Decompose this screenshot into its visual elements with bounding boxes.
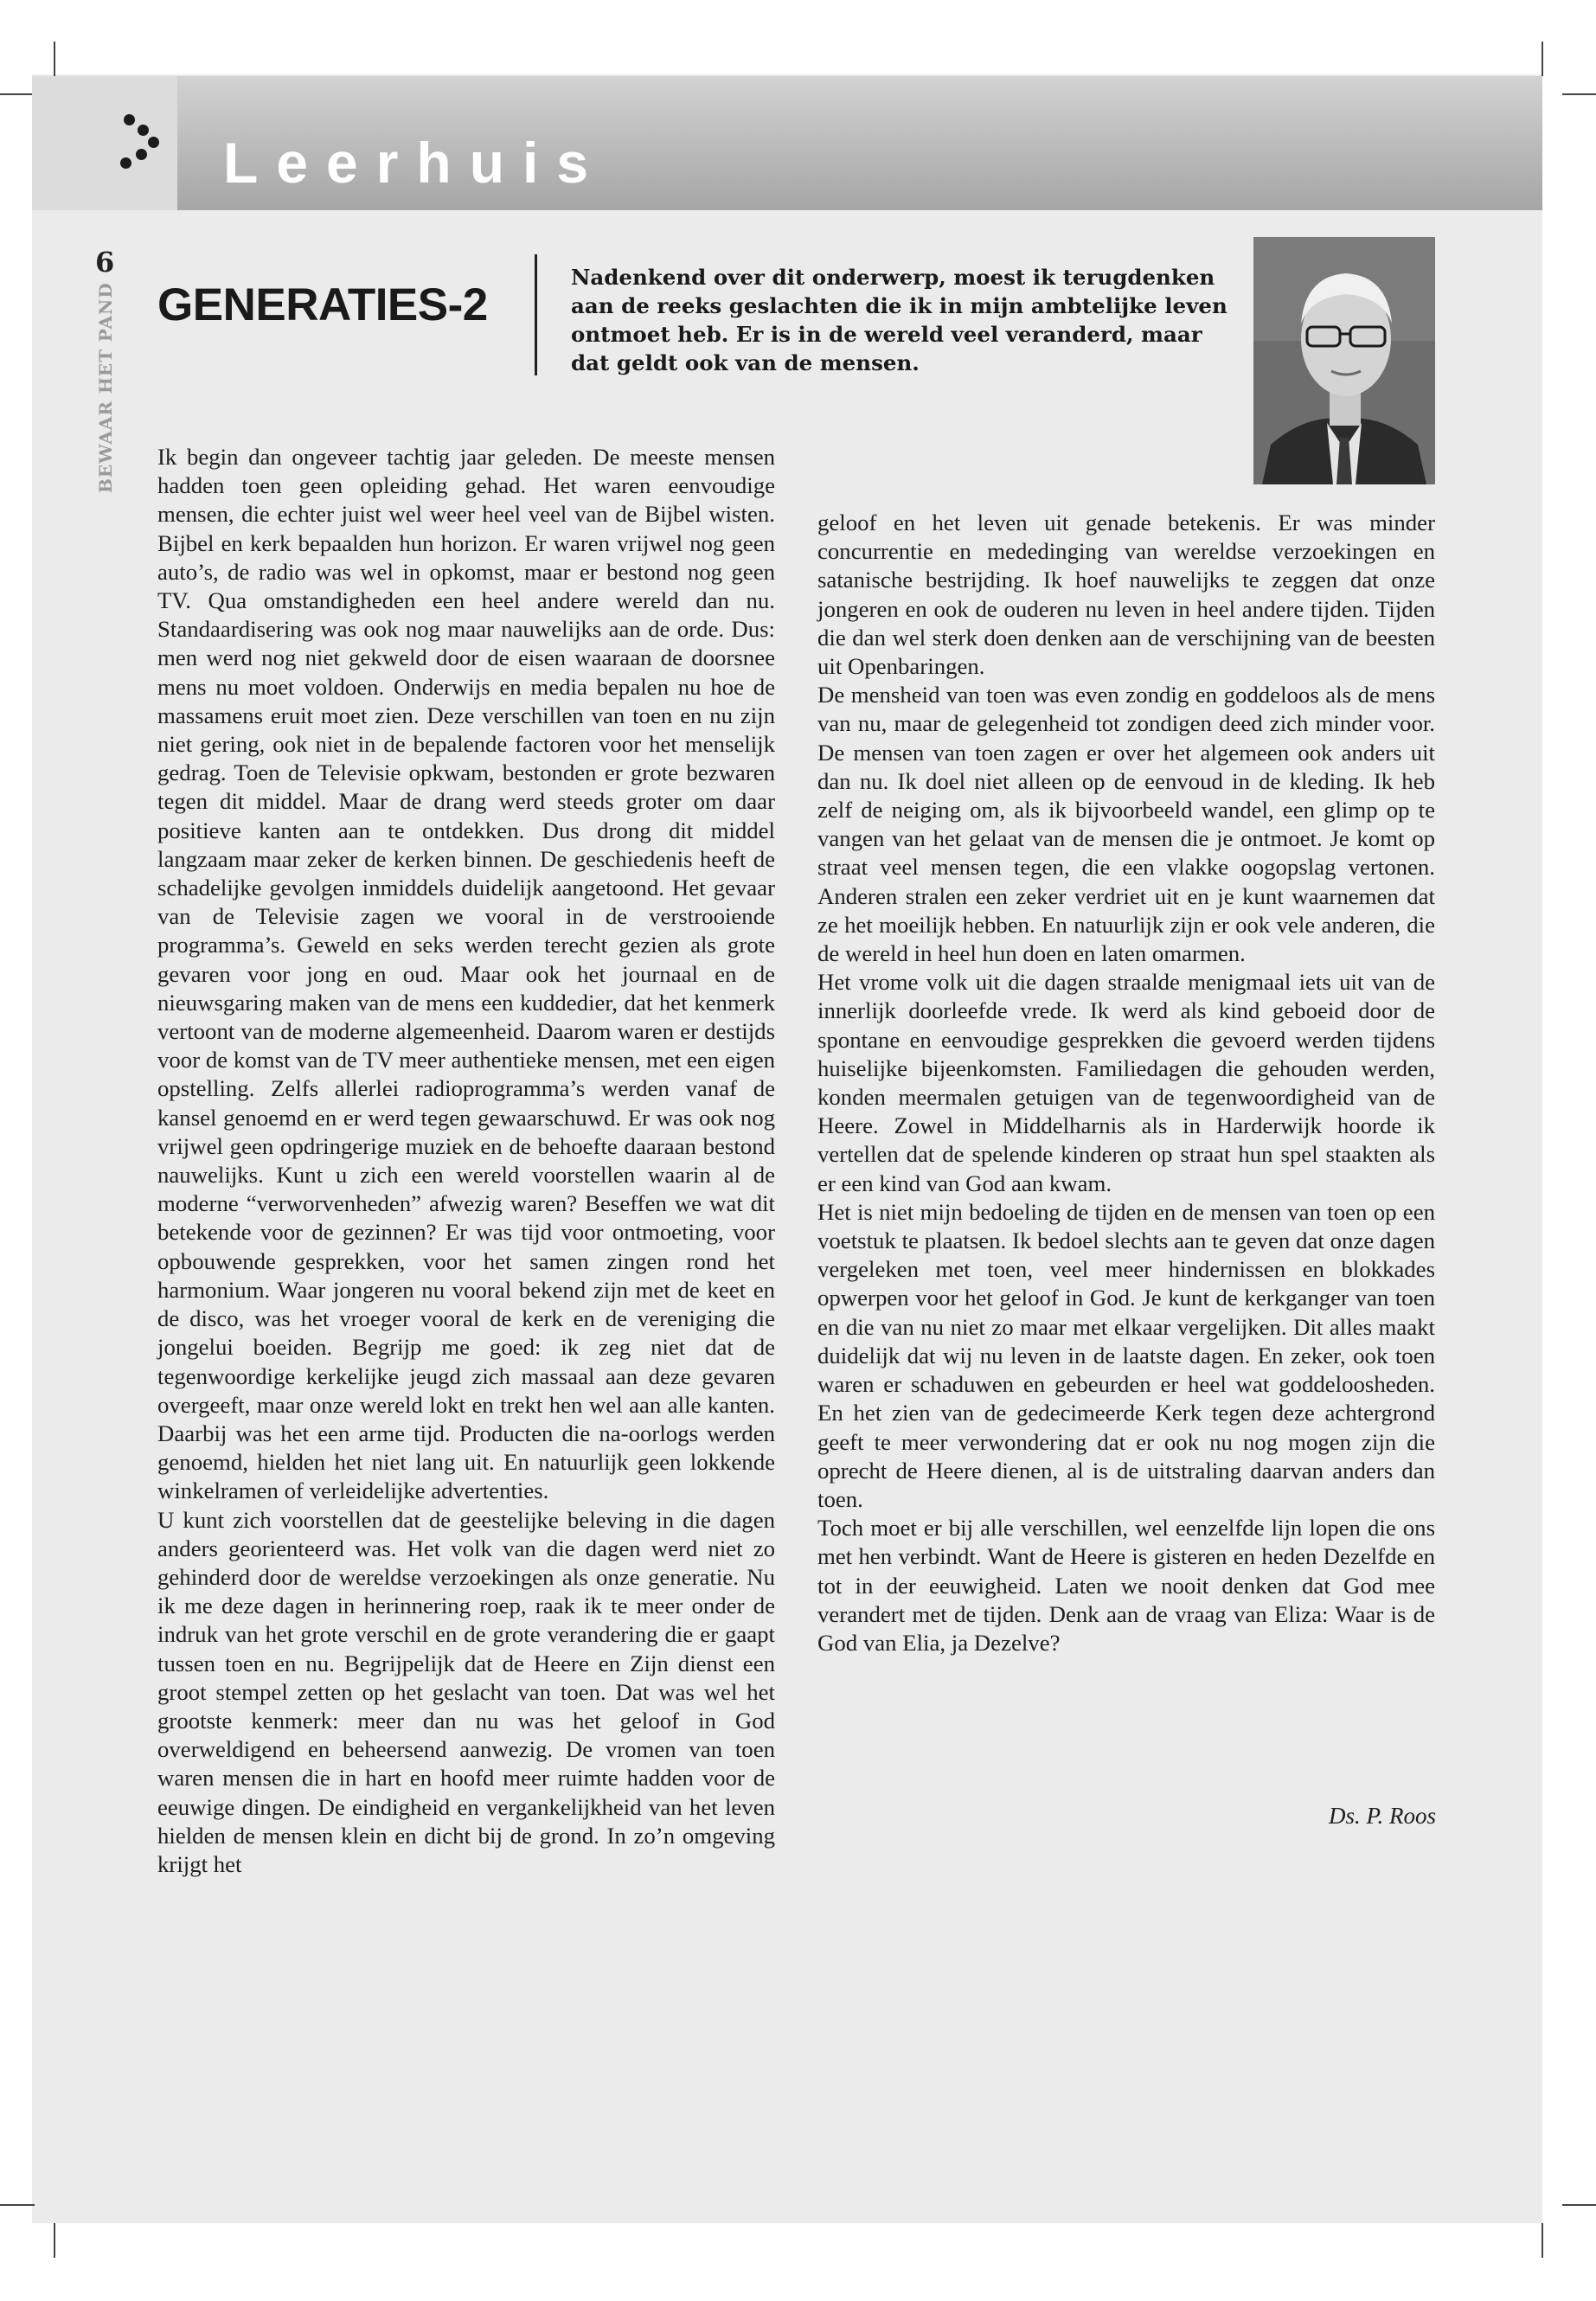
crop-mark (1562, 93, 1596, 95)
section-title: Leerhuis (223, 131, 607, 195)
crop-mark (1542, 2223, 1543, 2258)
crop-mark (1562, 2204, 1596, 2206)
dots-logo-icon (117, 112, 160, 173)
paragraph: Toch moet er bij alle verschillen, wel eenzelfde lijn lopen die ons met hen verbindt. Want de Heere is gisteren en heden Dezelfde en tot in der eeuwigheid. Laten we nooit denken dat God mee verandert met de tijden. Denk aan de vraag van Eliza: Waar is de God van Elia, ja Dezelve? (817, 1515, 1435, 1656)
crop-mark (54, 2223, 55, 2258)
article-intro: Nadenkend over dit onderwerp, moest ik terugdenken aan de reeks geslachten die ik in mijn ambtelijke leven ontmoet heb. Er is in de wereld veel veranderd, maar dat geldt ook van de mensen. (571, 265, 1227, 375)
paragraph: Ik begin dan ongeveer tachtig jaar geleden. De meeste mensen hadden toen geen opleiding gehad. Het waren eenvoudige mensen, die echter juist wel weer heel veel van de Bijbel wisten. Bijbel en kerk bepaalden hun horizon. Er waren vrijwel nog geen auto’s, de radio was wel in opkomst, maar er bestond nog geen TV. Qua omstandigheden een heel andere wereld dan nu. Standaardisering was ook nog maar nauwelijks aan de orde. Dus: men werd nog niet gekweld door de eisen waaraan de doorsnee mens nu moet voldoen. Onderwijs en media bepalen nu hoe de massamens eruit moet zien. Deze verschillen van toen en nu zijn niet gering, ook niet in de bepalende factoren voor het menselijk gedrag. Toen de Televisie opkwam, bestonden er grote bezwaren tegen dit middel. Maar de drang werd steeds groter om daar positieve kanten aan te ontdekken. Dus drong dit middel langzaam maar zeker de kerken binnen. De geschiedenis heeft de schadelijke gevolgen inmiddels duidelijk aangetoond. Het gevaar van de Televisie zagen we vooral in de verstrooiende programma’s. Geweld en seks werden terecht gezien als grote gevaren voor jong en oud. Maar ook het journaal en de nieuwsgaring maken van de mens een kuddedier, dat het kenmerk vertoont van de moderne algemeenheid. Daarom waren er destijds voor de komst van de TV meer authentieke mensen, met een eigen opstelling. Zelfs allerlei radioprogramma’s werden vanaf de kansel genoemd en er werd tegen gewaarschuwd. Er was ook nog vrijwel geen opdringerige muziek en de behoefte daaraan bestond nauwelijks. Kunt u zich een wereld voorstellen waarin al de moderne “verworvenheden” afwezig waren? Beseffen we wat dit betekende voor de gezinnen? Er was tijd voor ontmoeting, voor opbouwende gesprekken, voor het samen zingen rond het harmonium. Waar jongeren nu vooral bekend zijn met de keet en de disco, was het vroeger vooral de kerk en de vereniging die jongelui boeiden. Begrijp me goed: ik zeg niet dat de tegenwoordige kerkelijke jeugd zich massaal aan deze gevaren overgeeft, maar onze wereld lokt en trekt hen wel aan alle kanten. Daarbij was het een arme tijd. Producten die na-oorlogs werden genoemd, hielden het niet lang uit. En natuurlijk geen lokkende winkelramen of verleidelijke advertenties. (157, 444, 775, 1504)
paragraph: Het is niet mijn bedoeling de tijden en de mensen van toen op een voetstuk te plaatsen. Ik bedoel slechts aan te geven dat onze dagen vergeleken met toen, veel meer hindernissen en blokkades opwerpen voor het geloof in God. Je kunt de kerkganger van toen en die van nu niet zo maar met elkaar vergelijken. Dit alles maakt duidelijk dat wij nu leven in de laatste dagen. En zeker, ook toen waren er schaduwen en gebeurden er heel wat goddeloosheden. En het zien van de gedecimeerde Kerk tegen deze achtergrond geeft te meer verwondering dat er ook nu nog mogen zijn die oprecht de Heere dienen, al is de uitstraling daarvan anders dan toen. (817, 1198, 1435, 1512)
paragraph: geloof en het leven uit genade betekenis. Er was minder concurrentie en mededinging van wereldse verzoekingen en satanische bestrijding. Ik hoef nauwelijks te zeggen dat onze jongeren en ook de ouderen nu leven in heel andere tijden. Tijden die dan wel sterk doen denken aan de verschijning van de beesten uit Openbaringen. (817, 510, 1435, 680)
crop-mark (1542, 42, 1543, 76)
crop-mark (0, 93, 35, 95)
author-portrait (1253, 237, 1435, 484)
article-column-left (157, 443, 775, 1879)
article-column-right (817, 509, 1435, 1657)
crop-mark (54, 42, 55, 76)
paragraph: U kunt zich voorstellen dat de geestelijke beleving in die dagen anders georienteerd was. Het volk van die dagen werd niet zo gehinderd door de wereldse verzoekingen als onze generatie. Nu ik me deze dagen in herinnering roep, raak ik te meer onder de indruk van het grote verschil en de grote verandering die er gaapt tussen toen en nu. Begrijpelijk dat de Heere en Zijn dienst een groot stempel zetten op het geslacht van toen. Dat was wel het grootste kenmerk: meer dan nu was het geloof in God overweldigend en beheersend aanwezig. De vromen van toen waren mensen die in hart en hoofd meer ruimte hadden voor de eeuwige dingen. De eindigheid en vergankelijkheid van het leven hielden de mensen klein en dicht bij de grond. In zo’n omgeving krijgt het (157, 1506, 775, 1877)
article-title: GENERATIES-2 (157, 279, 488, 330)
paragraph: De mensheid van toen was even zondig en goddeloos als de mens van nu, maar de gelegenheid tot zondigen deed zich minder voor. De mensen van toen zagen er over het algemeen ook anders uit dan nu. Ik doel niet alleen op de eenvoud in de kleding. Ik heb zelf de neiging om, als ik bijvoorbeeld wandel, een glimp op te vangen van het gelaat van de mensen die je ontmoet. Je komt op straat veel mensen tegen, die een vlakke oogopslag vertonen. Anderen stralen een zeker verdriet uit en je kunt waarnemen dat ze het moeilijk hebben. En natuurlijk zijn er ook vele anderen, die de wereld in heel hun doen en laten omarmen. (817, 682, 1435, 967)
magazine-name-vertical: BEWAAR HET PAND (95, 282, 116, 493)
paragraph: Het vrome volk uit die dagen straalde menigmaal iets uit van de innerlijk doorleefde vrede. Ik werd als kind geboeid door de spontane en eenvoudige gesprekken die gevoerd werden tijdens huiselijke bijeenkomsten. Familiedagen die gehouden werden, konden meermalen getuigen van de tegenwoordigheid van de Heere. Zowel in Middelharnis als in Harderwijk hoorde ik vertellen dat de spelende kinderen op straat hun spel staakten als er een kind van God aan kwam. (817, 969, 1435, 1196)
crop-mark (0, 2204, 35, 2206)
title-divider (535, 254, 537, 375)
author-signature: Ds. P. Roos (1328, 1803, 1436, 1829)
page-number: 6 (95, 246, 115, 279)
